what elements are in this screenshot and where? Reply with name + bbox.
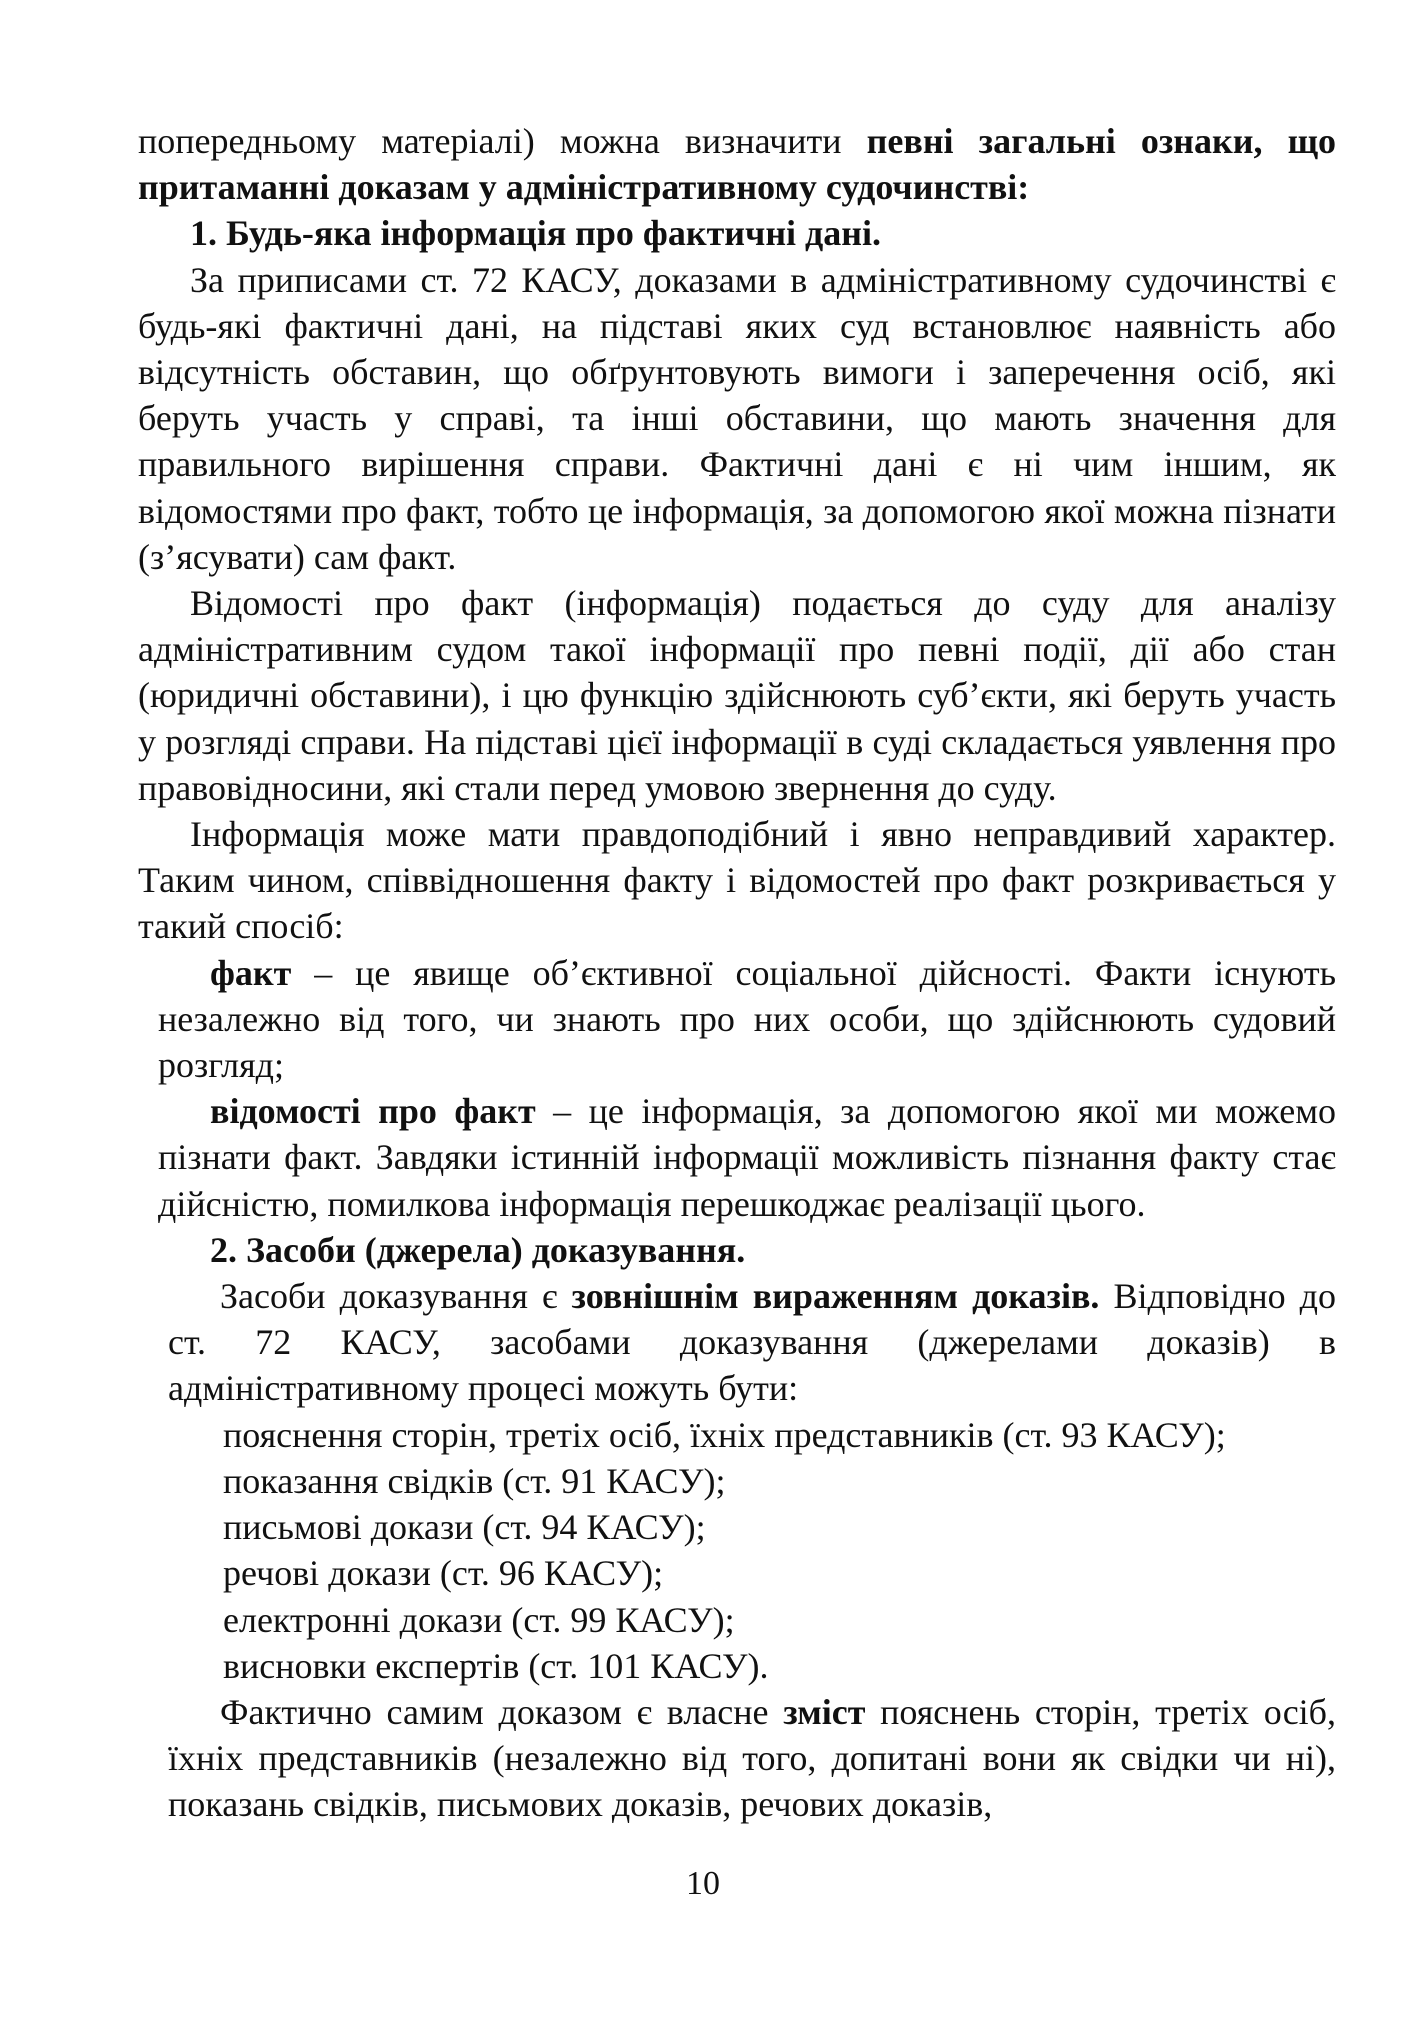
- bold-word: зміст: [783, 1691, 866, 1732]
- list-item: висновки експертів (ст. 101 КАСУ).: [223, 1645, 769, 1686]
- paragraph-character: Інформація може мати правдоподібний і явно неправдивий характер. Таким чином, співвідношення факту і відомостей про факт розкривається у такий спосіб:: [138, 814, 1336, 947]
- evidence-list: [138, 1412, 1336, 1689]
- paragraph-means-of-proof: Засоби доказування є зовнішнім вираженням доказів. Відповідно до ст. 72 КАСУ, засобами доказування (джерелами доказів) в адміністративному процесі можуть бути:: [168, 1276, 1336, 1409]
- list-item: речові докази (ст. 96 КАСУ);: [223, 1553, 664, 1594]
- term-info-about-fact: відомості про факт: [210, 1091, 536, 1132]
- paragraph-content: Фактично самим доказом є власне зміст пояснень сторін, третіх осіб, їхніх представників (незалежно від того, допитані вони як свідки чи ні), показань свідків, письмових доказів, речових доказів,: [168, 1691, 1336, 1825]
- list-item: письмові докази (ст. 94 КАСУ);: [223, 1507, 706, 1548]
- paragraph-information: Відомості про факт (інформація) подається до суду для аналізу адміністративним судом такої інформації про певні події, дії або стан (юридичні обставини), і цю функцію здійснюють суб’єкти, які беруть участь у розгляді справи. На підставі цієї інформації в суді складається уявлення про правовідносини, які стали перед умовою звернення до суду.: [138, 583, 1336, 808]
- page-body: [138, 118, 1336, 1828]
- term-fact: факт: [210, 952, 292, 993]
- paragraph-kasu-72: За приписами ст. 72 КАСУ, доказами в адміністративному судочинстві є будь-які фактичні дані, на підставі яких суд встановлює наявність або відсутність обставин, що обґрунтовують вимоги і заперечення осіб, які беруть участь у справі, та інші обставини, що мають значення для правильного вирішення справи. Фактичні дані є ні чим іншим, як відомостями про факт, тобто це інформація, за допомогою якої можна пізнати (з’ясувати) сам факт.: [138, 259, 1336, 577]
- heading-1: 1. Будь-яка інформація про фактичні дані.: [190, 213, 882, 254]
- paragraph-info-definition: відомості про факт – це інформація, за допомогою якої ми можемо пізнати факт. Завдяки істинній інформації можливість пізнання факту стає дійсністю, помилкова інформація перешкоджає реалізації цього.: [158, 1091, 1336, 1224]
- bold-phrase: зовнішнім вираженням доказів.: [571, 1276, 1100, 1317]
- paragraph-intro: попередньому матеріалі) можна визначити певні загальні ознаки, що притаманні доказам у адміністративному судочинстві:: [138, 121, 1337, 208]
- list-item: пояснення сторін, третіх осіб, їхніх представників (ст. 93 КАСУ);: [223, 1414, 1226, 1455]
- bold-phrase: певні загальні ознаки, що притаманні доказам у адміністративному судочинстві:: [138, 121, 1337, 208]
- heading-2: 2. Засоби (джерела) доказування.: [210, 1229, 746, 1270]
- page-number: 10: [686, 1865, 720, 1902]
- paragraph-fact-definition: факт – це явище об’єктивної соціальної дійсності. Факти існують незалежно від того, чи знають про них особи, що здійснюють судовий розгляд;: [158, 952, 1336, 1086]
- list-item: електронні докази (ст. 99 КАСУ);: [223, 1599, 735, 1640]
- list-item: показання свідків (ст. 91 КАСУ);: [223, 1460, 726, 1501]
